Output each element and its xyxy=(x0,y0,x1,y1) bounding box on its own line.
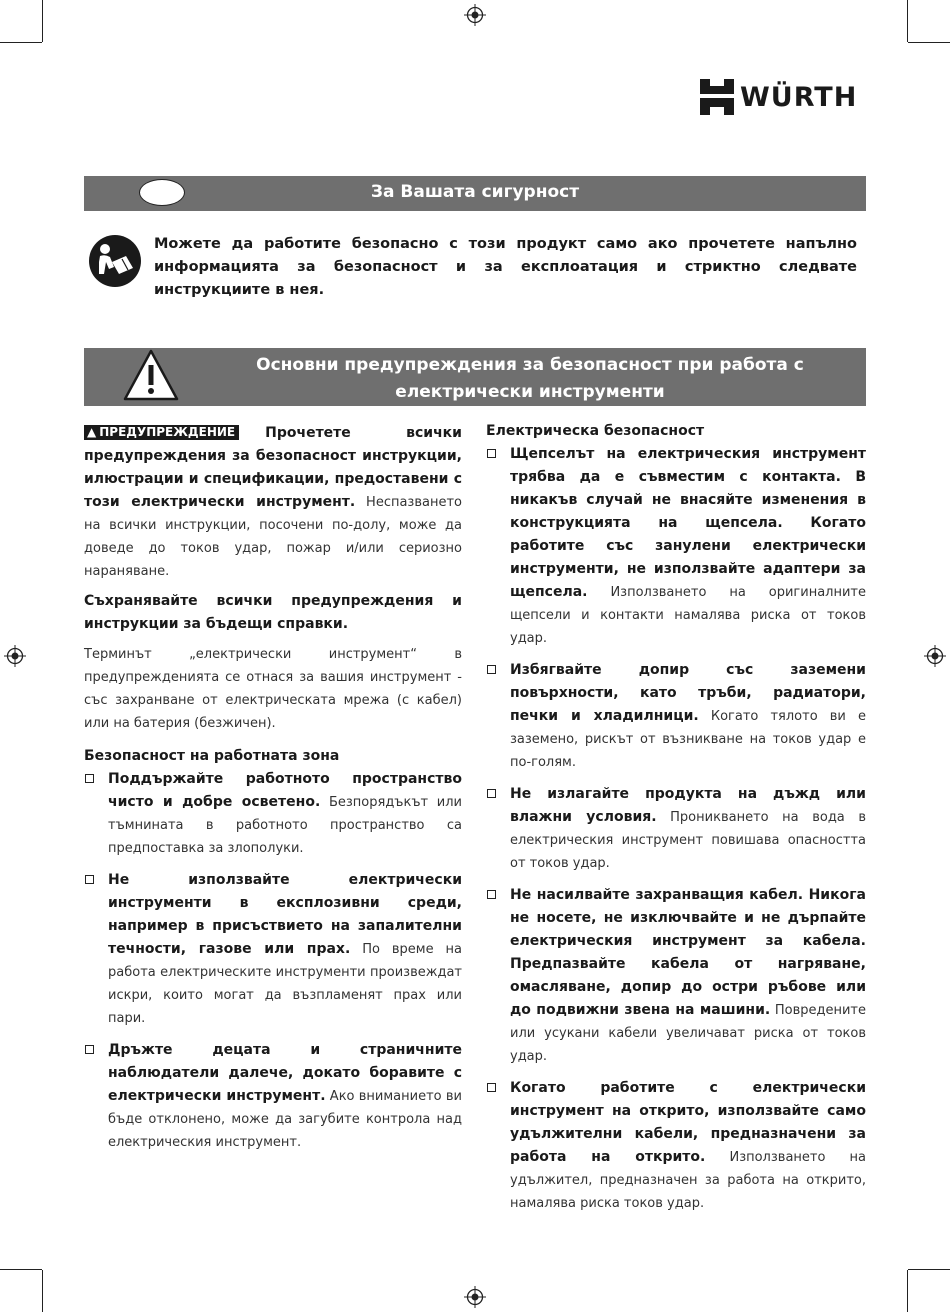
electrical-safety-heading: Електрическа безопасност xyxy=(486,423,705,439)
warning-small-icon: ▲ xyxy=(87,425,97,439)
safety-banner-title: За Вашата сигурност xyxy=(370,182,580,202)
crop-mark xyxy=(0,42,42,43)
crop-mark xyxy=(0,1269,42,1270)
wurth-logo xyxy=(700,79,857,115)
item-bold-text: Не излагайте продукта на дъжд или влажни условия. xyxy=(510,786,866,825)
warning-paragraph xyxy=(84,422,462,583)
list-item xyxy=(486,659,866,774)
item-normal-text: Проникването на вода в електрическия инструмент повишава опасността от токов удар. xyxy=(510,810,867,871)
warning-badge xyxy=(84,425,239,440)
warning-bold-text: Прочетете всички предупреждения за безопасност инструкции, илюстрации и спецификации, предоставени с този електрически инструмент. xyxy=(84,425,462,510)
item-bold-text: Когато работите с електрически инструмент на открито, използвайте само удължителни кабели, предназначени за работа на открито. xyxy=(510,1080,866,1165)
item-bold-text: Не насилвайте захранващия кабел. Никога не носете, не изключвайте и не дърпайте електрическия инструмент за кабела. Предпазвайте кабела от нагряване, омасляване, допир до остри ръбове или до подвижни звена на машини. xyxy=(510,887,866,1018)
safety-banner xyxy=(84,176,866,211)
warnings-banner-title: Основни предупреждения за безопасност при работа с електрически инструменти xyxy=(256,355,804,402)
item-bold-text: Щепселът на електрическия инструмент трябва да е съвместим с контакта. В никакъв случай не внасяйте изменения в конструкцията на щепсела. Когато работите със занулени електрически инструменти, не използвайте адаптери за щепсела. xyxy=(510,446,866,600)
crop-mark xyxy=(42,1270,43,1312)
brand-name: WÜRTH xyxy=(740,81,858,113)
warnings-banner xyxy=(84,348,866,406)
term-definition-text: Терминът „електрически инструмент“ в предупрежденията се отнася за вашия инструмент - със захранване от електрическата мрежа (с кабел) или на батерия (безжичен). xyxy=(84,647,462,731)
list-item xyxy=(84,869,462,1030)
item-bold-text: Избягвайте допир със заземени повърхности, като тръби, радиатори, печки и хладилници. xyxy=(510,662,866,724)
item-normal-text: Използването на оригиналните щепсели и контакти намалява риска от токов удар. xyxy=(510,585,867,646)
checkbox-icon xyxy=(85,774,94,783)
read-manual-icon xyxy=(88,234,142,288)
item-bold-text: Дръжте децата и страничните наблюдатели далече, докато боравите с електрически инструмент. xyxy=(108,1042,462,1104)
work-area-heading: Безопасност на работната зона xyxy=(84,748,340,764)
left-column xyxy=(84,422,462,1154)
list-item xyxy=(84,1039,462,1154)
checkbox-icon xyxy=(487,1083,496,1092)
right-column xyxy=(486,420,866,1215)
list-item xyxy=(486,1077,866,1215)
intro-text: Можете да работите безопасно с този продукт само ако прочетете напълно информацията за безопасност и за експлоатация и стриктно следвате инструкциите в нея. xyxy=(154,236,857,298)
crop-mark xyxy=(907,0,908,42)
crop-mark xyxy=(908,42,950,43)
crop-mark xyxy=(42,0,43,42)
checkbox-icon xyxy=(487,449,496,458)
item-bold-text: Не използвайте електрически инструменти в експлозивни среди, например в присъствието на запалителни течности, газове или прах. xyxy=(108,872,462,957)
item-bold-text: Поддържайте работното пространство чисто и добре осветено. xyxy=(108,771,462,810)
list-item xyxy=(84,768,462,860)
checkbox-icon xyxy=(85,1045,94,1054)
registration-mark-icon xyxy=(464,4,486,26)
crop-mark xyxy=(908,1269,950,1270)
item-normal-text: По време на работа електрическите инструменти произвеждат искри, които могат да възпламенят прах или пари. xyxy=(108,942,462,1026)
wurth-logo-icon xyxy=(700,79,734,115)
checkbox-icon xyxy=(487,789,496,798)
crop-mark xyxy=(907,1270,908,1312)
warning-badge-label: ПРЕДУПРЕЖДЕНИЕ xyxy=(99,425,236,439)
registration-mark-icon xyxy=(4,645,26,667)
checkbox-icon xyxy=(487,890,496,899)
list-item xyxy=(486,443,866,650)
keep-instructions-text: Съхранявайте всички предупреждения и инструкции за бъдещи справки. xyxy=(84,593,462,632)
warning-normal-text: Неспазването на всички инструкции, посочени по-долу, може да доведе до токов удар, пожар и/или сериозно нараняване. xyxy=(84,495,462,579)
item-normal-text: Когато тялото ви е заземено, рискът от възникване на токов удар е по-голям. xyxy=(510,709,866,770)
registration-mark-icon xyxy=(464,1286,486,1308)
warning-triangle-icon xyxy=(122,347,180,403)
checkbox-icon xyxy=(85,875,94,884)
item-normal-text: Безпорядъкът или тъмнината в работното пространство са предпоставка за злополуки. xyxy=(108,795,463,856)
item-normal-text: Използването на удължител, предназначен за работа на открито, намалява риска токов удар. xyxy=(510,1150,866,1211)
item-normal-text: Повредените или усукани кабели увеличават риска от токов удар. xyxy=(510,1003,866,1064)
list-item xyxy=(486,783,866,875)
list-item xyxy=(486,884,866,1068)
registration-mark-icon xyxy=(924,645,946,667)
checkbox-icon xyxy=(487,665,496,674)
item-normal-text: Ако вниманието ви бъде отклонено, може да загубите контрола над електрическия инструмент. xyxy=(108,1089,462,1150)
